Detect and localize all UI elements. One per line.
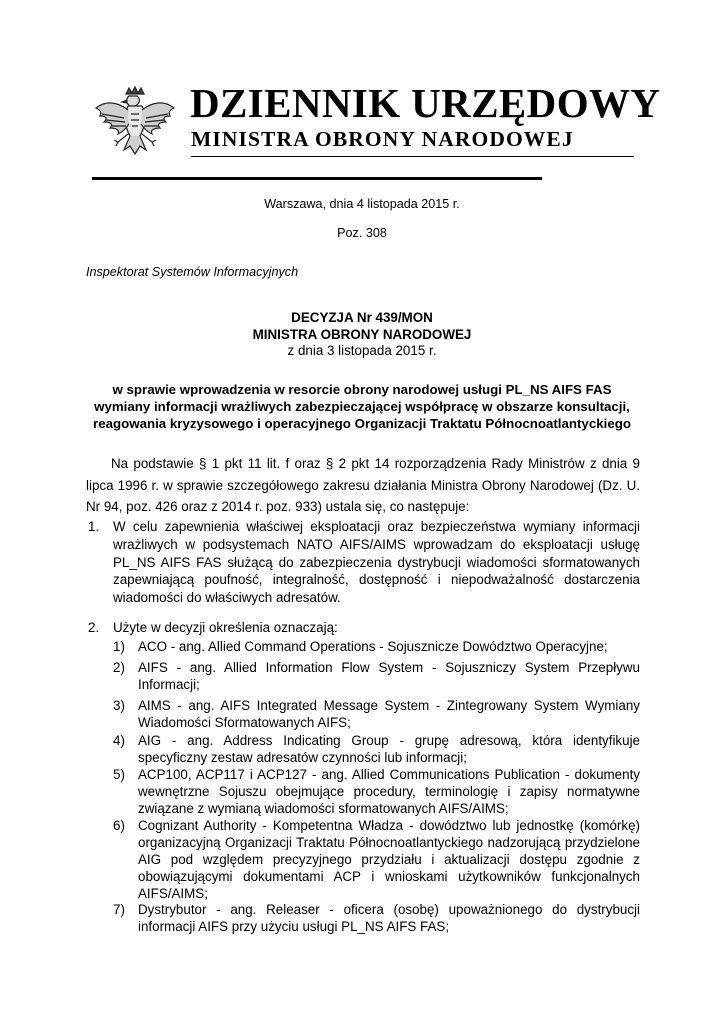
header-divider-thick — [92, 177, 542, 180]
decision-subject — [80, 381, 644, 432]
subject-line: wymiany informacji wrażliwych zabezpieczającej współpracę w obszarze konsultacji, — [94, 399, 630, 414]
item-text: W celu zapewnienia właściwej eksploatacji oraz bezpieczeństwa wymiany informacji wrażliwych w podsystemach NATO AIFS/AIMS wprowadzam do eksploatacji usługę PL_NS AIFS FAS służącą do zabezpieczenia dystrybucji wiadomości sformatowanych zapewniającą poufność, integralność, dostępność i niepodważalność dostarczenia wiadomości do właściwych adresatów. — [113, 519, 640, 606]
header-divider-thin — [191, 156, 634, 157]
definition-number: 6) — [113, 818, 125, 833]
subject-line: reagowania kryzysowego i operacyjnego Organizacji Traktatu Północnoatlantyckiego — [93, 416, 631, 431]
subject-line: w sprawie wprowadzenia w resorcie obrony narodowej usługi PL_NS AIFS FAS — [112, 382, 612, 397]
definition-number: 7) — [113, 902, 125, 917]
masthead-subtitle: MINISTRA OBRONY NARODOWEJ — [191, 127, 574, 151]
definition-number: 4) — [113, 733, 125, 748]
white-eagle-emblem-icon — [88, 84, 182, 180]
definition-number: 2) — [113, 660, 125, 675]
place-date: Warszawa, dnia 4 listopada 2015 r. — [264, 197, 460, 211]
definition-text: AIMS - ang. AIFS Integrated Message System - Zintegrowany System Wymiany Wiadomości Sformatowanych AIFS; — [138, 698, 640, 730]
definition-text: AIG - ang. Address Indicating Group - grupę adresową, która identyfikuje specyficzny zestaw adresatów czynności lub informacji; — [138, 733, 640, 765]
definition-text: AIFS - ang. Allied Information Flow System - Sojuszniczy System Przepływu Informacji; — [138, 660, 640, 692]
issuer: Inspektorat Systemów Informacyjnych — [86, 265, 299, 279]
preamble: Na podstawie § 1 pkt 11 lit. f oraz § 2 pkt 14 rozporządzenia Rady Ministrów z dnia 9 lipca 1996 r. w sprawie szczegółowego zakresu działania Ministra Obrony Narodowej (Dz. U. Nr 94, poz. 426 oraz z 2014 r. poz. 933) ustala się, co następuje: — [86, 456, 640, 514]
item-number: 1. — [88, 519, 100, 534]
definition-number: 5) — [113, 767, 125, 782]
definition-number: 3) — [113, 698, 125, 713]
decision-authority: MINISTRA OBRONY NARODOWEJ — [252, 326, 472, 342]
definition-text: Dystrybutor - ang. Releaser - oficera (osobę) upoważnionego do dystrybucji informacji AIFS przy użyciu usługi PL_NS AIFS FAS; — [138, 902, 640, 934]
decision-title — [0, 310, 724, 360]
definition-text: ACO - ang. Allied Command Operations - Sojusznicze Dowództwo Operacyjne; — [138, 639, 608, 654]
item-number: 2. — [88, 620, 100, 635]
definition-number: 1) — [113, 639, 125, 654]
item-text: Użyte w decyzji określenia oznaczają: — [113, 620, 338, 635]
definition-text: ACP100, ACP117 i ACP127 - ang. Allied Communications Publication - dokumenty wewnętrzne Sojuszu obejmujące procedury, terminologię i zapisy normatywne związane z wymianą wiadomości sformatowanych AIFS/AIMS; — [138, 767, 640, 816]
decision-date: z dnia 3 listopada 2015 r. — [287, 343, 437, 358]
decision-number: DECYZJA Nr 439/MON — [291, 310, 433, 325]
position-number: Poz. 308 — [337, 226, 387, 240]
definition-text: Cognizant Authority - Kompetentna Władza - dowództwo lub jednostkę (komórkę) organizacyjną Organizacji Traktatu Północnoatlantyckiego nadzorującą przydzielone AIG pod względem precyzyjnego przydziału i aktualizacji dostępu zgodnie z obowiązującymi dokumentami ACP i wnioskami użytkowników funkcjonalnych AIFS/AIMS; — [138, 818, 640, 901]
masthead-title: DZIENNIK URZĘDOWY — [190, 80, 661, 126]
